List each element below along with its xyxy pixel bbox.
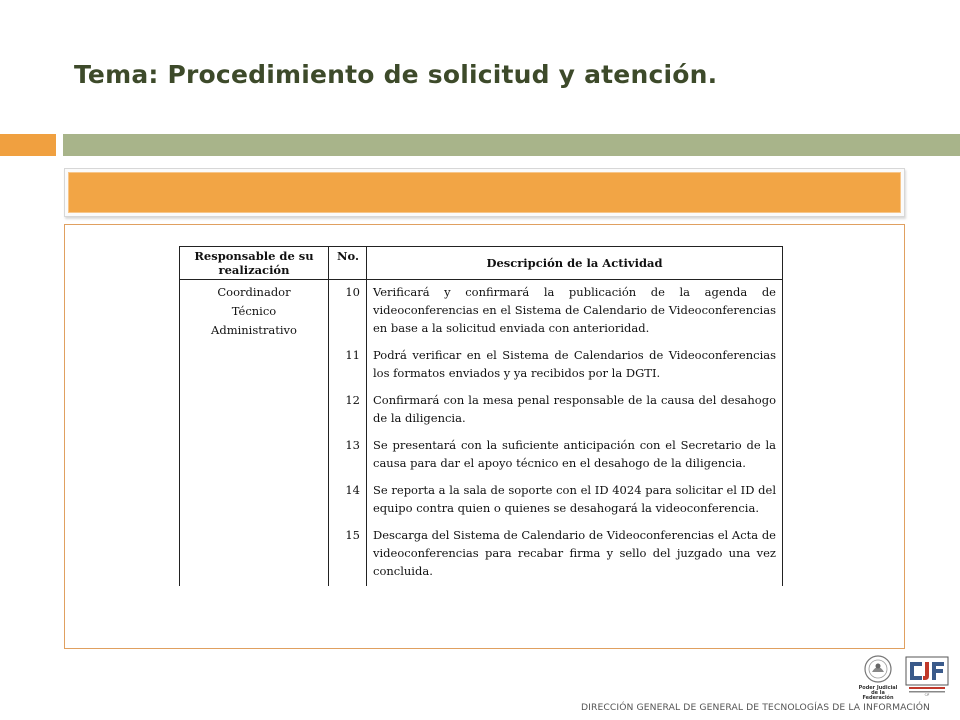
orange-header-bar (64, 168, 905, 217)
orange-header-bar-fill (68, 172, 901, 213)
header-number: No. (329, 247, 367, 280)
header-description: Descripción de la Actividad (367, 247, 783, 280)
activity-table (179, 246, 783, 586)
table-row (180, 280, 783, 344)
responsible-line: Coordinador (217, 285, 291, 299)
activity-description: Descarga del Sistema de Calendario de Videoconferencias el Acta de videoconferencias para recabar firma y sello del juzgado una vez concluida. (367, 523, 783, 586)
activity-number: 13 (329, 433, 367, 478)
activity-number: 14 (329, 478, 367, 523)
slide-title: Tema: Procedimiento de solicitud y atención. (74, 60, 718, 89)
responsible-line: Técnico (231, 304, 277, 318)
activity-description: Se presentará con la suficiente anticipación con el Secretario de la causa para dar el apoyo técnico en el desahogo de la diligencia. (367, 433, 783, 478)
activity-description: Podrá verificar en el Sistema de Calendarios de Videoconferencias los formatos enviados y ya recibidos por la DGTI. (367, 343, 783, 388)
activity-number: 15 (329, 523, 367, 586)
activity-number: 11 (329, 343, 367, 388)
cjf-logo-icon (905, 656, 949, 696)
responsible-cell (180, 280, 329, 587)
accent-band-orange (0, 134, 56, 156)
responsible-line: Administrativo (211, 323, 297, 337)
footer-department-text: DIRECCIÓN GENERAL DE GENERAL DE TECNOLOGÍAS DE LA INFORMACIÓN (581, 702, 931, 713)
accent-band-green (63, 134, 960, 156)
activity-description: Verificará y confirmará la publicación de la agenda de videoconferencias en el Sistema de Calendario de Videoconferencias en base a la solicitud enviada con anterioridad. (367, 280, 783, 344)
activity-description: Se reporta a la sala de soporte con el ID 4024 para solicitar el ID del equipo contra quien o quienes se desahogará la videoconferencia. (367, 478, 783, 523)
activity-number: 12 (329, 388, 367, 433)
poder-judicial-logo-text: Poder Judicial de la Federación (858, 685, 898, 701)
activity-number: 10 (329, 280, 367, 344)
activity-description: Confirmará con la mesa penal responsable de la causa del desahogo de la diligencia. (367, 388, 783, 433)
header-responsible: Responsable de su realización (180, 247, 329, 280)
cjf-logo-text: CJF (924, 692, 930, 696)
